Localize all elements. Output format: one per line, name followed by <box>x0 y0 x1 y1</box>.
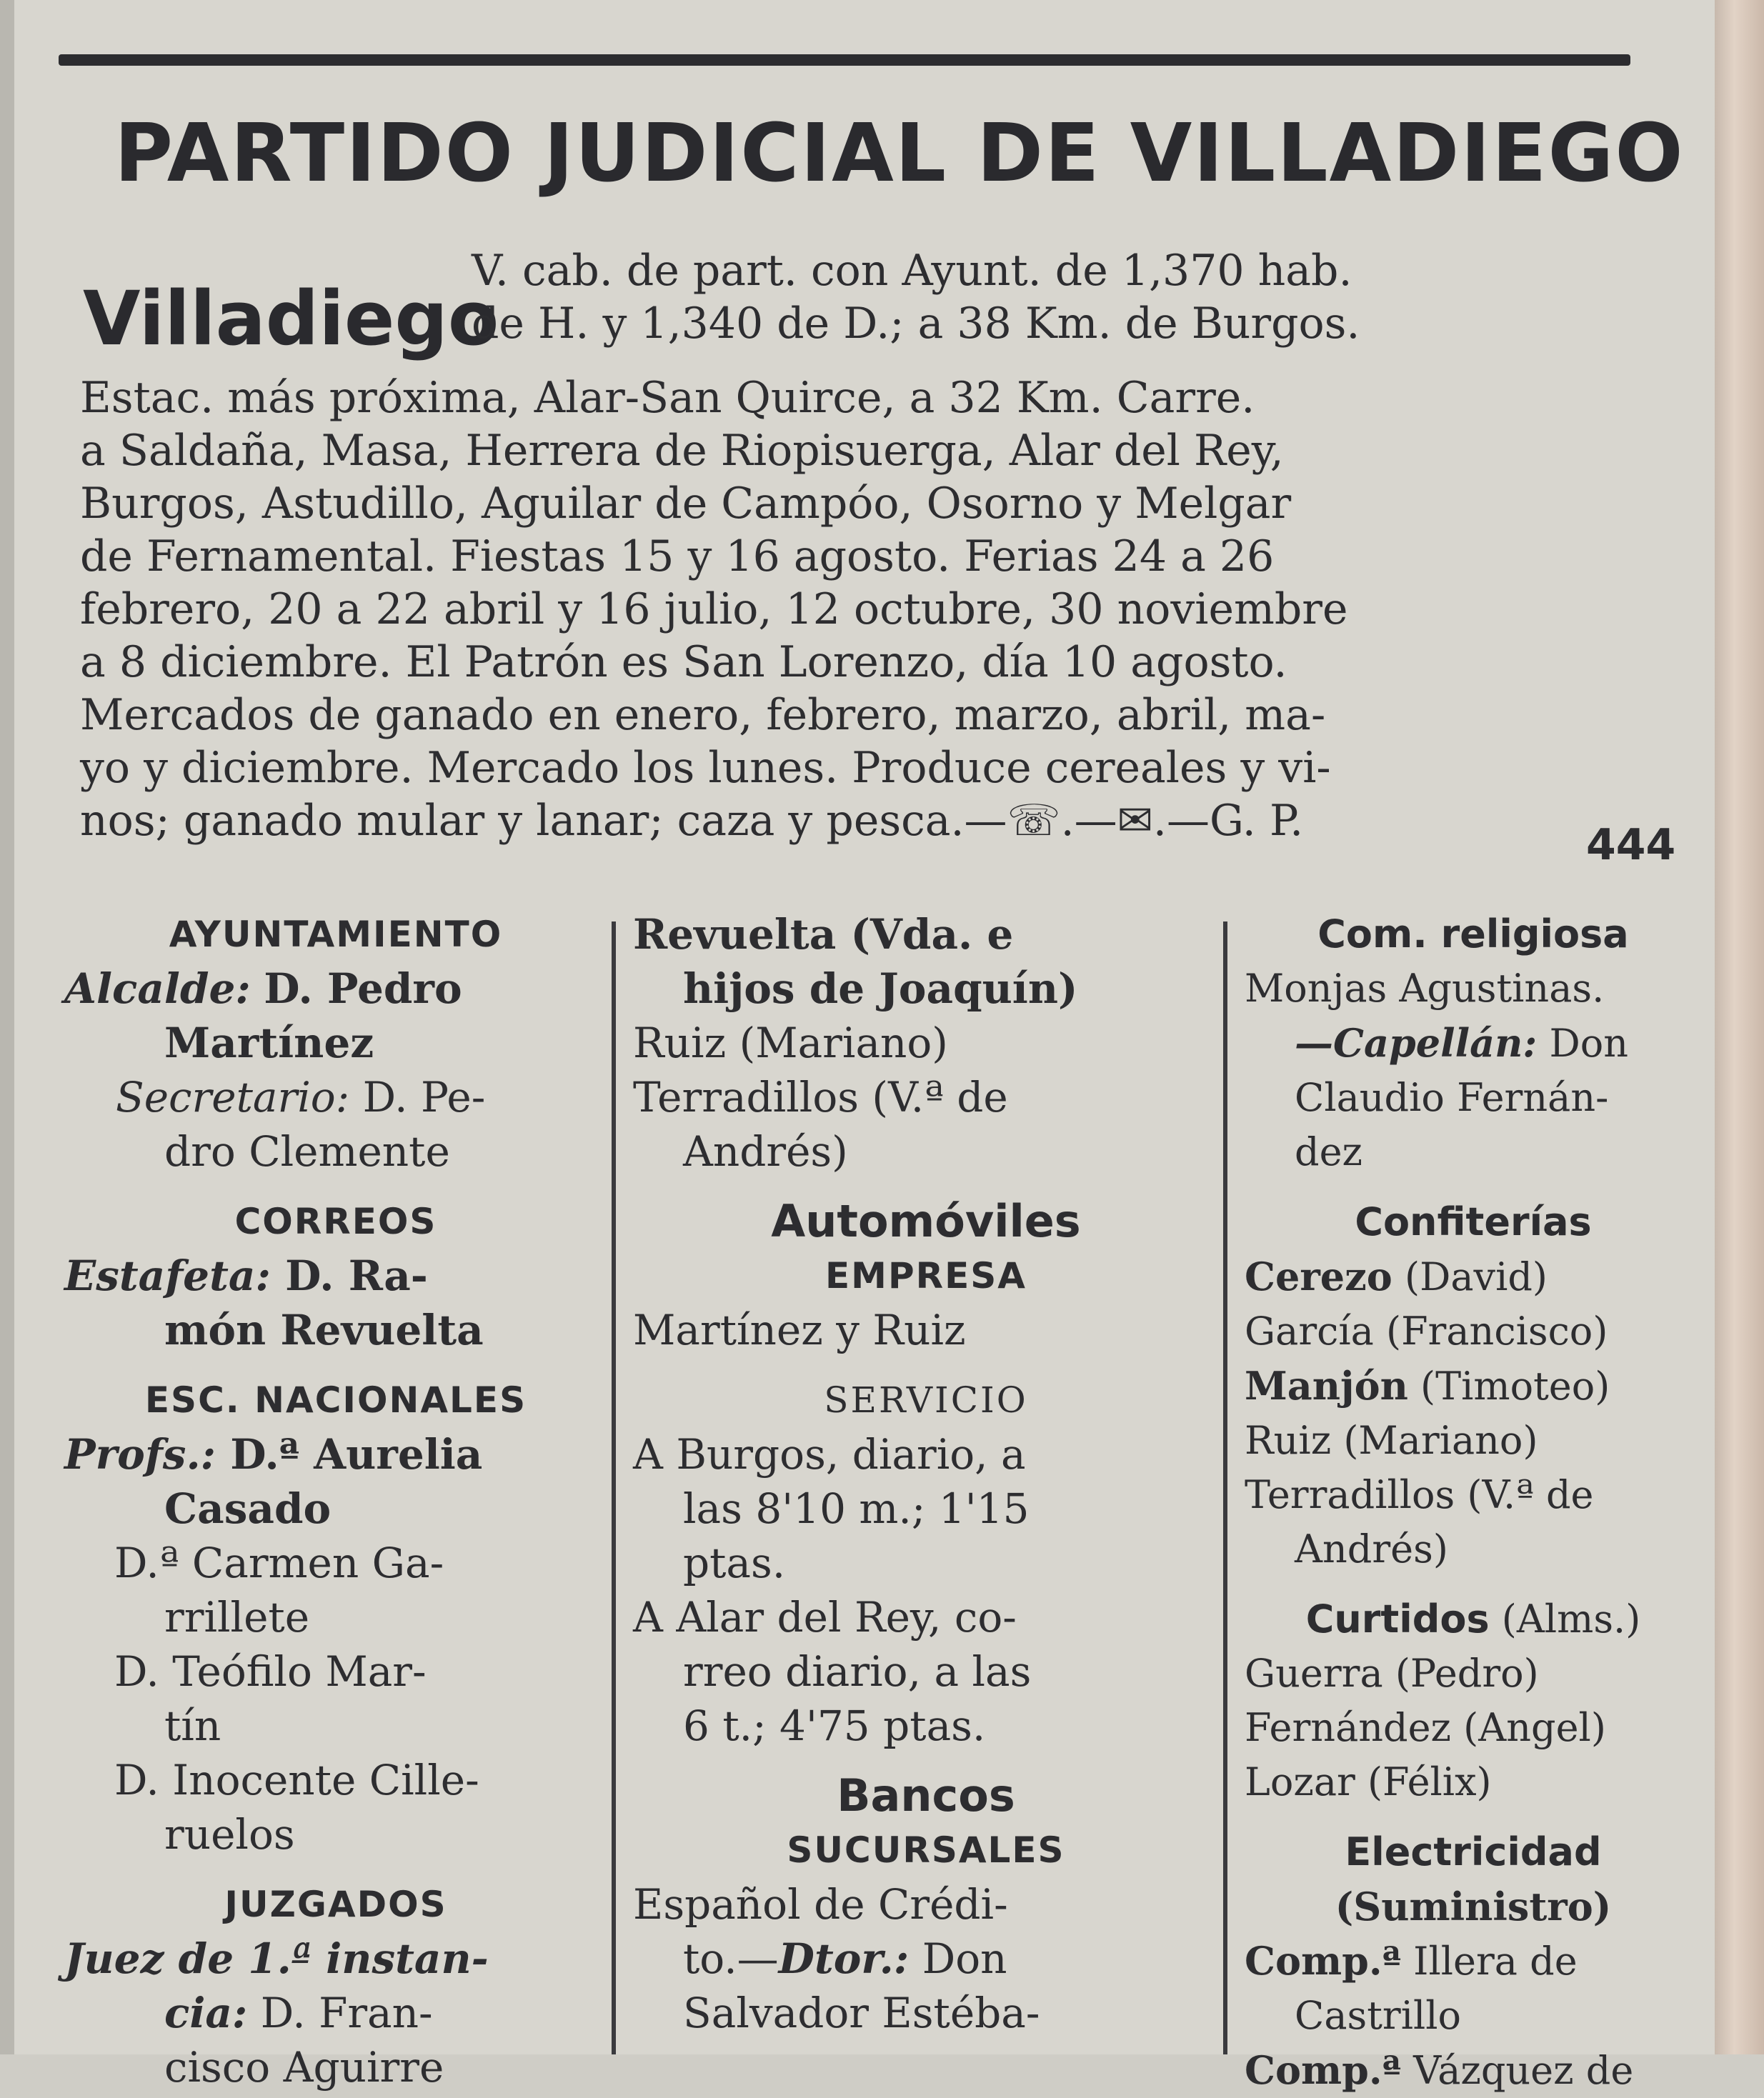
page-number: 444 <box>1586 820 1676 870</box>
empresa-name: Martínez y Ruiz <box>633 1306 966 1354</box>
alcalde-name-cont: Martínez <box>164 1019 374 1067</box>
heading-escuelas: ESC. NACIONALES <box>144 1379 527 1421</box>
intro-line-6: de Fernamental. Fiestas 15 y 16 agosto. Ferias 24 a 26 <box>80 531 1275 581</box>
heading-electricidad: Electricidad <box>1345 1829 1602 1874</box>
column-1 <box>64 907 607 2094</box>
cerezo-first: (David) <box>1405 1254 1548 1299</box>
espanol-credito-cont: to.— <box>683 1934 779 1983</box>
juez-label: Juez de 1.ª instan- <box>64 1934 489 1983</box>
intro-line-4: a Saldaña, Masa, Herrera de Riopisuerga, Alar del Rey, <box>80 426 1284 476</box>
alcalde-entry <box>64 961 607 1016</box>
burgos-service-cont-2: ptas. <box>683 1539 786 1587</box>
cerezo-entry <box>1245 1249 1702 1304</box>
page-left-edge <box>0 0 14 2054</box>
intro-line-5: Burgos, Astudillo, Aguilar de Campóo, Osorno y Melgar <box>80 479 1292 529</box>
juez-name: D. Fran- <box>260 1989 433 2037</box>
suministro-note: (Suministro) <box>1335 1884 1612 1929</box>
place-name: Villadiego <box>83 275 499 362</box>
heading-sucursales: SUCURSALES <box>787 1829 1065 1871</box>
profs-name-4-cont: ruelos <box>164 1810 295 1859</box>
illera-name-cont: Castrillo <box>1295 1993 1462 2038</box>
alar-service-cont-1: rreo diario, a las <box>683 1647 1032 1696</box>
intro-line-2: de H. y 1,340 de D.; a 38 Km. de Burgos. <box>472 299 1360 349</box>
espanol-credito-director <box>633 1932 1219 1986</box>
heading-curtidos: Curtidos <box>1305 1597 1490 1642</box>
burgos-service: A Burgos, diario, a <box>633 1430 1026 1479</box>
intro-line-11: nos; ganado mular y lanar; caza y pesca.—☏.—✉.—G. P. <box>80 796 1304 846</box>
heading-com-religiosa: Com. religiosa <box>1317 911 1629 956</box>
manjon-entry <box>1245 1359 1702 1414</box>
fernandez-entry: Fernández (Angel) <box>1245 1705 1606 1750</box>
capellan-don: Don <box>1549 1021 1629 1066</box>
vazquez-name: Vázquez de <box>1413 2048 1634 2093</box>
secretario-name-cont: dro Clemente <box>164 1127 450 1176</box>
estafeta-name-cont: món Revuelta <box>164 1306 484 1354</box>
terradillos-entry-3-cont: Andrés) <box>1295 1527 1448 1572</box>
estafeta-name: D. Ra- <box>285 1252 428 1300</box>
capellan-entry <box>1245 1016 1702 1071</box>
profs-label: Profs.: <box>64 1430 216 1479</box>
juez-name-cont: cisco Aguirre <box>164 2043 444 2092</box>
manjon-first: (Timoteo) <box>1420 1364 1610 1409</box>
page-right-edge <box>1715 0 1764 2054</box>
alcalde-name: D. Pedro <box>264 964 462 1013</box>
intro-line-8: a 8 diciembre. El Patrón es San Lorenzo, día 10 agosto. <box>80 637 1287 687</box>
heading-juzgados: JUZGADOS <box>224 1884 447 1925</box>
secretario-name: D. Pe- <box>362 1073 486 1122</box>
profs-entry <box>64 1427 607 1482</box>
heading-confiterias: Confiterías <box>1355 1199 1592 1244</box>
director-don: Don <box>922 1934 1007 1983</box>
guerra-entry: Guerra (Pedro) <box>1245 1651 1539 1696</box>
capellan-label: —Capellán: <box>1295 1020 1538 1066</box>
vazquez-entry <box>1245 2043 1702 2098</box>
juez-entry <box>64 1986 607 2040</box>
director-name: Salvador Estéba- <box>683 1989 1040 2037</box>
intro-line-3: Estac. más próxima, Alar-San Quirce, a 32 Km. Carre. <box>80 373 1255 423</box>
heading-automoviles: Automóviles <box>771 1195 1081 1247</box>
profs-name-1-cont: Casado <box>164 1484 332 1533</box>
secretario-entry <box>64 1070 607 1124</box>
intro-line-9: Mercados de ganado en enero, febrero, marzo, abril, ma- <box>80 690 1326 740</box>
burgos-service-cont-1: las 8'10 m.; 1'15 <box>683 1484 1030 1533</box>
profs-name-4: D. Inocente Cille- <box>114 1756 479 1804</box>
heading-empresa: EMPRESA <box>825 1255 1027 1297</box>
lozar-entry: Lozar (Félix) <box>1245 1759 1492 1804</box>
heading-servicio: SERVICIO <box>824 1379 1028 1421</box>
top-rule <box>59 54 1630 66</box>
column-rule-1 <box>612 921 616 2054</box>
terradillos-entry-cont: Andrés) <box>683 1127 848 1176</box>
column-2 <box>633 907 1219 2040</box>
secretario-label: Secretario: <box>116 1073 350 1122</box>
capellan-name-cont: dez <box>1295 1129 1362 1174</box>
intro-line-7: febrero, 20 a 22 abril y 16 julio, 12 octubre, 30 noviembre <box>80 584 1348 634</box>
vazquez-comp: Comp.ª <box>1245 2047 1401 2093</box>
intro-line-1: V. cab. de part. con Ayunt. de 1,370 hab. <box>472 246 1352 296</box>
revuelta-entry-cont: hijos de Joaquín) <box>683 964 1078 1013</box>
profs-name-3: D. Teófilo Mar- <box>114 1647 427 1696</box>
manjon-name: Manjón <box>1245 1363 1408 1409</box>
profs-name-2: D.ª Carmen Ga- <box>114 1539 444 1587</box>
ruiz-entry-3: Ruiz (Mariano) <box>1245 1418 1538 1463</box>
cerezo-name: Cerezo <box>1245 1254 1392 1299</box>
ruiz-entry: Ruiz (Mariano) <box>633 1019 948 1067</box>
curtidos-heading <box>1245 1592 1702 1647</box>
heading-bancos: Bancos <box>837 1769 1015 1822</box>
document-page <box>14 0 1715 2093</box>
profs-name-1: D.ª Aurelia <box>230 1430 483 1479</box>
illera-comp: Comp.ª <box>1245 1938 1401 1984</box>
espanol-credito: Español de Crédi- <box>633 1880 1008 1929</box>
column-rule-2 <box>1223 921 1227 2054</box>
page-title: PARTIDO JUDICIAL DE VILLADIEGO <box>114 107 1685 200</box>
director-label: Dtor.: <box>778 1934 910 1983</box>
juez-label-cont: cia: <box>164 1989 248 2037</box>
alar-service: A Alar del Rey, co- <box>633 1593 1017 1642</box>
column-3 <box>1245 907 1702 2098</box>
intro-line-10: yo y diciembre. Mercado los lunes. Produce cereales y vi- <box>80 743 1331 793</box>
alar-service-cont-2: 6 t.; 4'75 ptas. <box>683 1702 986 1750</box>
curtidos-note: (Alms.) <box>1501 1597 1641 1642</box>
estafeta-entry <box>64 1249 607 1303</box>
terradillos-entry-3: Terradillos (V.ª de <box>1245 1472 1594 1517</box>
alcalde-label: Alcalde: <box>64 964 251 1013</box>
monjas-entry: Monjas Agustinas. <box>1245 966 1605 1011</box>
garcia-entry: García (Francisco) <box>1245 1309 1608 1354</box>
heading-correos: CORREOS <box>234 1201 437 1242</box>
illera-name: Illera de <box>1413 1939 1578 1984</box>
revuelta-entry: Revuelta (Vda. e <box>633 910 1014 959</box>
illera-entry <box>1245 1934 1702 1989</box>
heading-ayuntamiento: AYUNTAMIENTO <box>169 914 503 955</box>
estafeta-label: Estafeta: <box>64 1252 271 1300</box>
capellan-name: Claudio Fernán- <box>1295 1075 1609 1120</box>
profs-name-2-cont: rrillete <box>164 1593 310 1642</box>
profs-name-3-cont: tín <box>164 1702 221 1750</box>
terradillos-entry: Terradillos (V.ª de <box>633 1073 1008 1122</box>
